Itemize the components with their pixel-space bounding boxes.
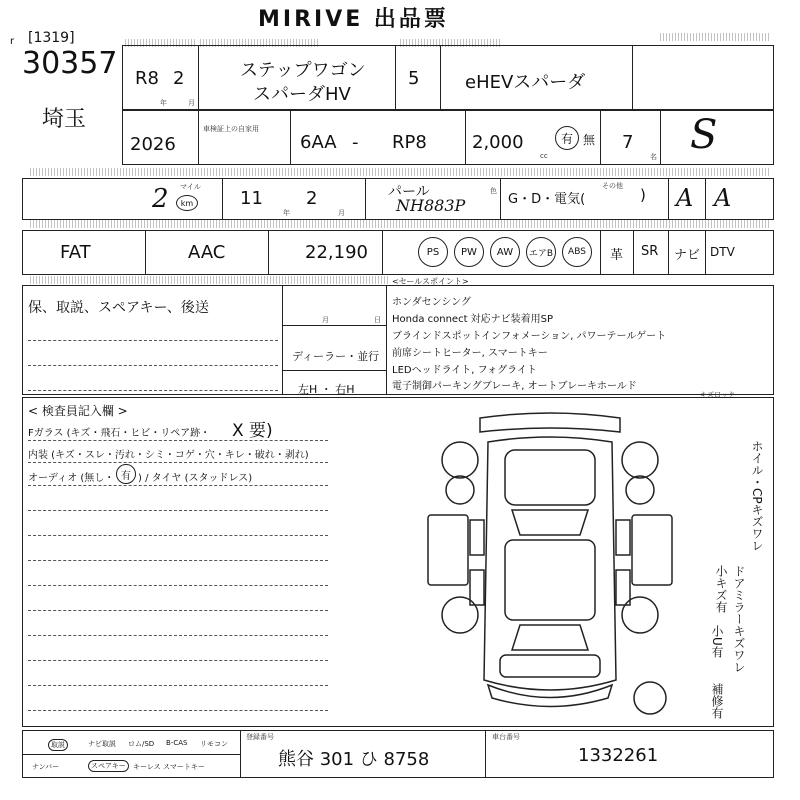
- option-yes-circle: 有: [555, 126, 579, 150]
- mileage-unit-km: km: [176, 195, 198, 211]
- vehicle-name-line1: ステップワゴン: [240, 60, 366, 81]
- model-prefix: 6AA: [300, 132, 337, 153]
- footer-tag: 取説: [48, 739, 68, 751]
- lot-prefix: r: [10, 36, 15, 47]
- era-year: R8: [135, 68, 159, 89]
- color-options-close: ): [640, 186, 646, 204]
- sales-point-item: 電子制御パーキングブレーキ, オートブレーキホールド: [392, 381, 637, 392]
- hatch-mark: [30, 276, 390, 284]
- displacement: 2,000: [472, 132, 524, 153]
- row4-box: [22, 230, 774, 275]
- sales-point-item: ブラインドスポットインフォメーション, パワーテールゲート: [392, 331, 667, 342]
- glass-mark: X 要): [232, 421, 273, 441]
- sales-points-title: <セールスポイント>: [392, 277, 469, 286]
- registration-number: 熊谷 301 ひ 8758: [278, 749, 430, 770]
- color-options: G・D・電気(: [508, 192, 586, 207]
- notes-day-label: 日: [374, 316, 381, 324]
- extra-navi: ナビ: [674, 248, 701, 263]
- inspect-year: 11: [240, 188, 263, 209]
- inspect-year-unit: 年: [283, 209, 290, 217]
- page-title: MIRIVE 出品票: [258, 7, 449, 32]
- chassis-number: 1332261: [578, 745, 659, 766]
- inspection-year: 2026: [130, 134, 176, 155]
- score-mark: S: [690, 112, 718, 158]
- extra-dtv: DTV: [710, 245, 735, 259]
- grade: eHEVスパーダ: [465, 72, 586, 93]
- footer-tag: スマートキー: [163, 763, 205, 771]
- delivery-box: [282, 285, 387, 395]
- footer-tag: キーレス: [133, 763, 161, 771]
- equip-airbag: エアB: [526, 237, 556, 267]
- price: 22,190: [305, 242, 368, 263]
- sales-point-item: Honda connect 対応ナビ装着用SP: [392, 314, 554, 325]
- equip-ps: PS: [418, 237, 448, 267]
- equip-abs: ABS: [562, 237, 592, 267]
- inspect-month-unit: 月: [338, 209, 345, 217]
- model-dash: -: [352, 132, 359, 153]
- exterior-grade: A: [714, 184, 732, 212]
- footer-tag: リモコン: [200, 740, 228, 748]
- audio-mark-circle: 有: [116, 464, 136, 484]
- footer-tag: ナビ取説: [88, 740, 116, 748]
- row1-box: [122, 45, 774, 110]
- option-no: 無: [583, 133, 596, 147]
- side-note-small-dent: 小U有: [710, 625, 724, 658]
- color-label: 色: [490, 187, 497, 195]
- footer-tag: スペアキー: [88, 760, 129, 772]
- notes-text: 保、取説、スペアキー、後送: [28, 300, 209, 316]
- side-label: キズ口ック: [700, 391, 735, 399]
- extra-leather: 革: [610, 248, 624, 263]
- color-code: NH883P: [396, 196, 466, 215]
- era-unit: 年: [160, 99, 167, 107]
- region: 埼玉: [42, 107, 87, 132]
- dealer-label: ディーラー・並行: [292, 350, 380, 363]
- registration-label: 登録番号: [246, 733, 274, 741]
- footer-tag: B-CAS: [166, 739, 188, 747]
- reg-month: 2: [173, 68, 185, 89]
- transmission: FAT: [60, 242, 91, 263]
- hatch-mark: [30, 168, 770, 176]
- capacity: 7: [622, 132, 634, 153]
- inspector-title: < 検査員記入欄 >: [28, 404, 128, 418]
- mileage-value: 2: [152, 184, 169, 214]
- footer-tag: ロム/SD: [128, 740, 155, 748]
- notes-month-label: 月: [322, 316, 329, 324]
- glass-line: Fガラス (キズ・飛石・ヒビ・リペア跡・: [28, 428, 211, 439]
- inspection-label: 車検証上の自家用: [203, 125, 259, 133]
- row2-box: [122, 110, 774, 165]
- sales-point-item: ホンダセンシング: [392, 297, 471, 308]
- cc-unit: cc: [540, 152, 548, 160]
- audio-rest: ) / タイヤ (スタッドレス): [138, 473, 253, 484]
- sales-point-item: 前席シートヒーター, スマートキー: [392, 348, 548, 359]
- vehicle-name-line2: スパーダHV: [253, 84, 351, 105]
- hand-label: 左H ・ 右H: [298, 383, 355, 396]
- inspect-month: 2: [306, 188, 318, 209]
- audio-line: オーディオ (無し・: [28, 473, 115, 484]
- hatch-mark: [30, 220, 770, 228]
- capacity-unit: 名: [650, 153, 657, 161]
- interior-line: 内装 (キズ・スレ・汚れ・シミ・コゲ・穴・キレ・破れ・剥れ): [28, 450, 309, 461]
- side-note-small-scratch: 小キズ有: [714, 565, 728, 613]
- color-name: パール: [388, 184, 430, 200]
- lot-code: [1319]: [28, 30, 75, 46]
- extra-sunroof: SR: [641, 244, 659, 259]
- mileage-unit-mile: マイル: [180, 183, 201, 191]
- equip-aw: AW: [490, 237, 520, 267]
- equip-pw: PW: [454, 237, 484, 267]
- car-diagram: [420, 410, 680, 720]
- side-note-mirror: ドアミラーキズワレ: [732, 565, 746, 673]
- aircon: AAC: [188, 242, 226, 263]
- hatch-mark: [660, 33, 770, 41]
- footer-tag: ナンバー: [32, 763, 60, 771]
- chassis-label: 車台番号: [492, 733, 520, 741]
- lot-number: 30357: [22, 46, 118, 81]
- month-unit: 月: [188, 99, 195, 107]
- doors: 5: [408, 68, 420, 89]
- sales-point-item: LEDヘッドライト, フォグライト: [392, 365, 537, 376]
- color-options-note: その他: [602, 182, 623, 190]
- model-code: RP8: [392, 132, 427, 153]
- interior-grade: A: [676, 184, 694, 212]
- side-note-wheel: ホイル・CPキズワレ: [750, 440, 764, 552]
- side-note-repair: 補修有: [710, 683, 724, 719]
